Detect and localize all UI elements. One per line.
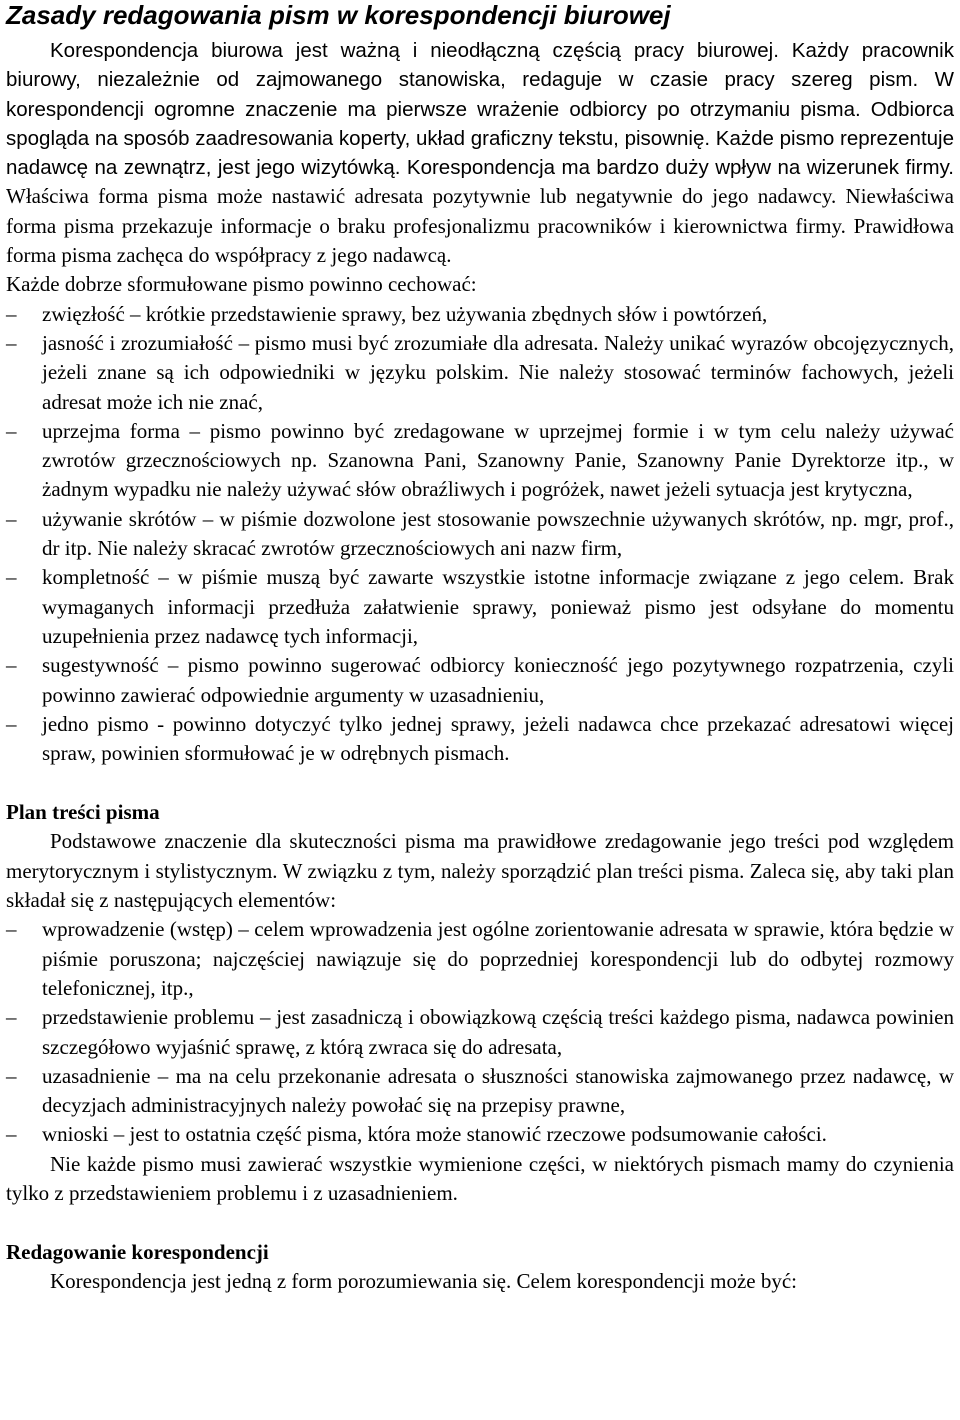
list-item: – wnioski – jest to ostatnia część pisma, która może stanowić rzeczowe podsumowanie całości. [6,1120,954,1149]
section-heading-plan: Plan treści pisma [6,800,160,825]
plan-list [6,915,954,1149]
list-item: – jasność i zrozumiałość – pismo musi być zrozumiałe dla adresata. Należy unikać wyrazów obcojęzycznych, jeżeli znane są ich odpowiedniki w języku polskim. Nie należy stosować terminów fachowych, jeżeli adresat może ich nie znać, [6,330,954,414]
plan-outro: Nie każde pismo musi zawierać wszystkie wymienione części, w niektórych pismach mamy do czynienia tylko z przedstawieniem problemu i z uzasadnieniem. [6,1151,954,1205]
features-list [6,300,954,769]
dash-bullet: – [6,711,17,736]
list-item: – zwięzłość – krótkie przedstawienie sprawy, bez używania zbędnych słów i powtórzeń, [6,300,954,329]
dash-bullet: – [6,1063,17,1088]
list-item: – uprzejma forma – pismo powinno być zredagowane w uprzejmej formie i w tym celu należy używać zwrotów grzecznościowych np. Szanowna Pani, Szanowny Panie, Szanowny Panie Dyrektorze itp., w żadnym wypadku nie należy używać słów obraźliwych i pogróżek, nawet jeżeli sytuacja jest krytyczna, [6,418,954,502]
features-intro: Każde dobrze sformułowane pismo powinno cechować: [6,272,477,297]
dash-bullet: – [6,418,17,443]
intro-serif-text: Właściwa forma pisma może nastawić adresata pozytywnie lub negatywnie do jego nadawcy. Niewłaściwa forma pisma przekazuje informacje o braku profesjonalizmu pracowników i kierownictwa firmy. Prawidłowa forma pisma zachęca do współpracy z jego nadawcą. [6,184,954,268]
dash-bullet: – [6,565,17,590]
list-item: – kompletność – w piśmie muszą być zawarte wszystkie istotne informacje związane z jego celem. Brak wymaganych informacji przedłuża załatwienie sprawy, ponieważ pismo jest odsyłane do momentu uzupełnienia przez nadawcę tych informacji, [6,565,954,648]
section-heading-editing: Redagowanie korespondencji [6,1240,269,1265]
list-item: – sugestywność – pismo powinno sugerować odbiorcy konieczność jego pozytywnego rozpatrzenia, czyli powinno zawierać odpowiednie argumenty w uzasadnieniu, [6,653,954,707]
list-item: – przedstawienie problemu – jest zasadniczą i obowiązkową częścią treści każdego pisma, nadawca powinien szczegółowo wyjaśnić sprawę, z którą zwraca się do adresata, [6,1005,954,1059]
dash-bullet: – [6,330,17,355]
list-item: – uzasadnienie – ma na celu przekonanie adresata o słuszności stanowiska zajmowanego przez nadawcę, w decyzjach administracyjnych należy powołać się na przepisy prawne, [6,1063,954,1118]
document-page [6,0,954,1297]
dash-bullet: – [6,1005,17,1030]
list-item: – wprowadzenie (wstęp) – celem wprowadzenia jest ogólne zorientowanie adresata w sprawie, która będzie w piśmie poruszona; najczęściej nawiązuje się do poprzedniej korespondencji lub do odbytej rozmowy telefonicznej, itp., [6,917,954,1000]
plan-intro: Podstawowe znaczenie dla skuteczności pisma ma prawidłowe zredagowanie jego treści pod względem merytorycznym i stylistycznym. W związku z tym, należy sporządzić plan treści pisma. Zaleca się, aby taki plan składał się z następujących elementów: [6,829,954,913]
dash-bullet: – [6,506,17,531]
intro-sans-text: Korespondencja biurowa jest ważną i nieodłączną częścią pracy biurowej. Każdy pracownik biurowy, niezależnie od zajmowanego stanowiska, redaguje w czasie pracy szereg pism. W korespondencji ogromne znaczenie ma pierwsze wrażenie odbiorcy po otrzymaniu pisma. Odbiorca spogląda na sposób zaadresowania koperty, układ graficzny tekstu, pisownię. Każde pismo reprezentuje nadawcę na zewnątrz, jest jego wizytówką. Korespondencja ma bardzo duży wpływ na wizerunek firmy. [6,39,954,180]
dash-bullet: – [6,301,17,326]
editing-intro: Korespondencja jest jedną z form porozumiewania się. Celem korespondencji może być: [50,1269,797,1294]
dash-bullet: – [6,653,17,678]
intro-paragraph [6,36,954,270]
document-title: Zasady redagowania pism w korespondencji biurowej [6,0,671,30]
list-item: – używanie skrótów – w piśmie dozwolone jest stosowanie powszechnie używanych skrótów, np. mgr, prof., dr itp. Nie należy skracać zwrotów grzecznościowych ani nazw firm, [6,506,954,561]
dash-bullet: – [6,1122,17,1147]
list-item: – jedno pismo - powinno dotyczyć tylko jednej sprawy, jeżeli nadawca chce przekazać adresatowi więcej spraw, powinien sformułować je w odrębnych pismach. [6,711,954,766]
dash-bullet: – [6,917,17,942]
